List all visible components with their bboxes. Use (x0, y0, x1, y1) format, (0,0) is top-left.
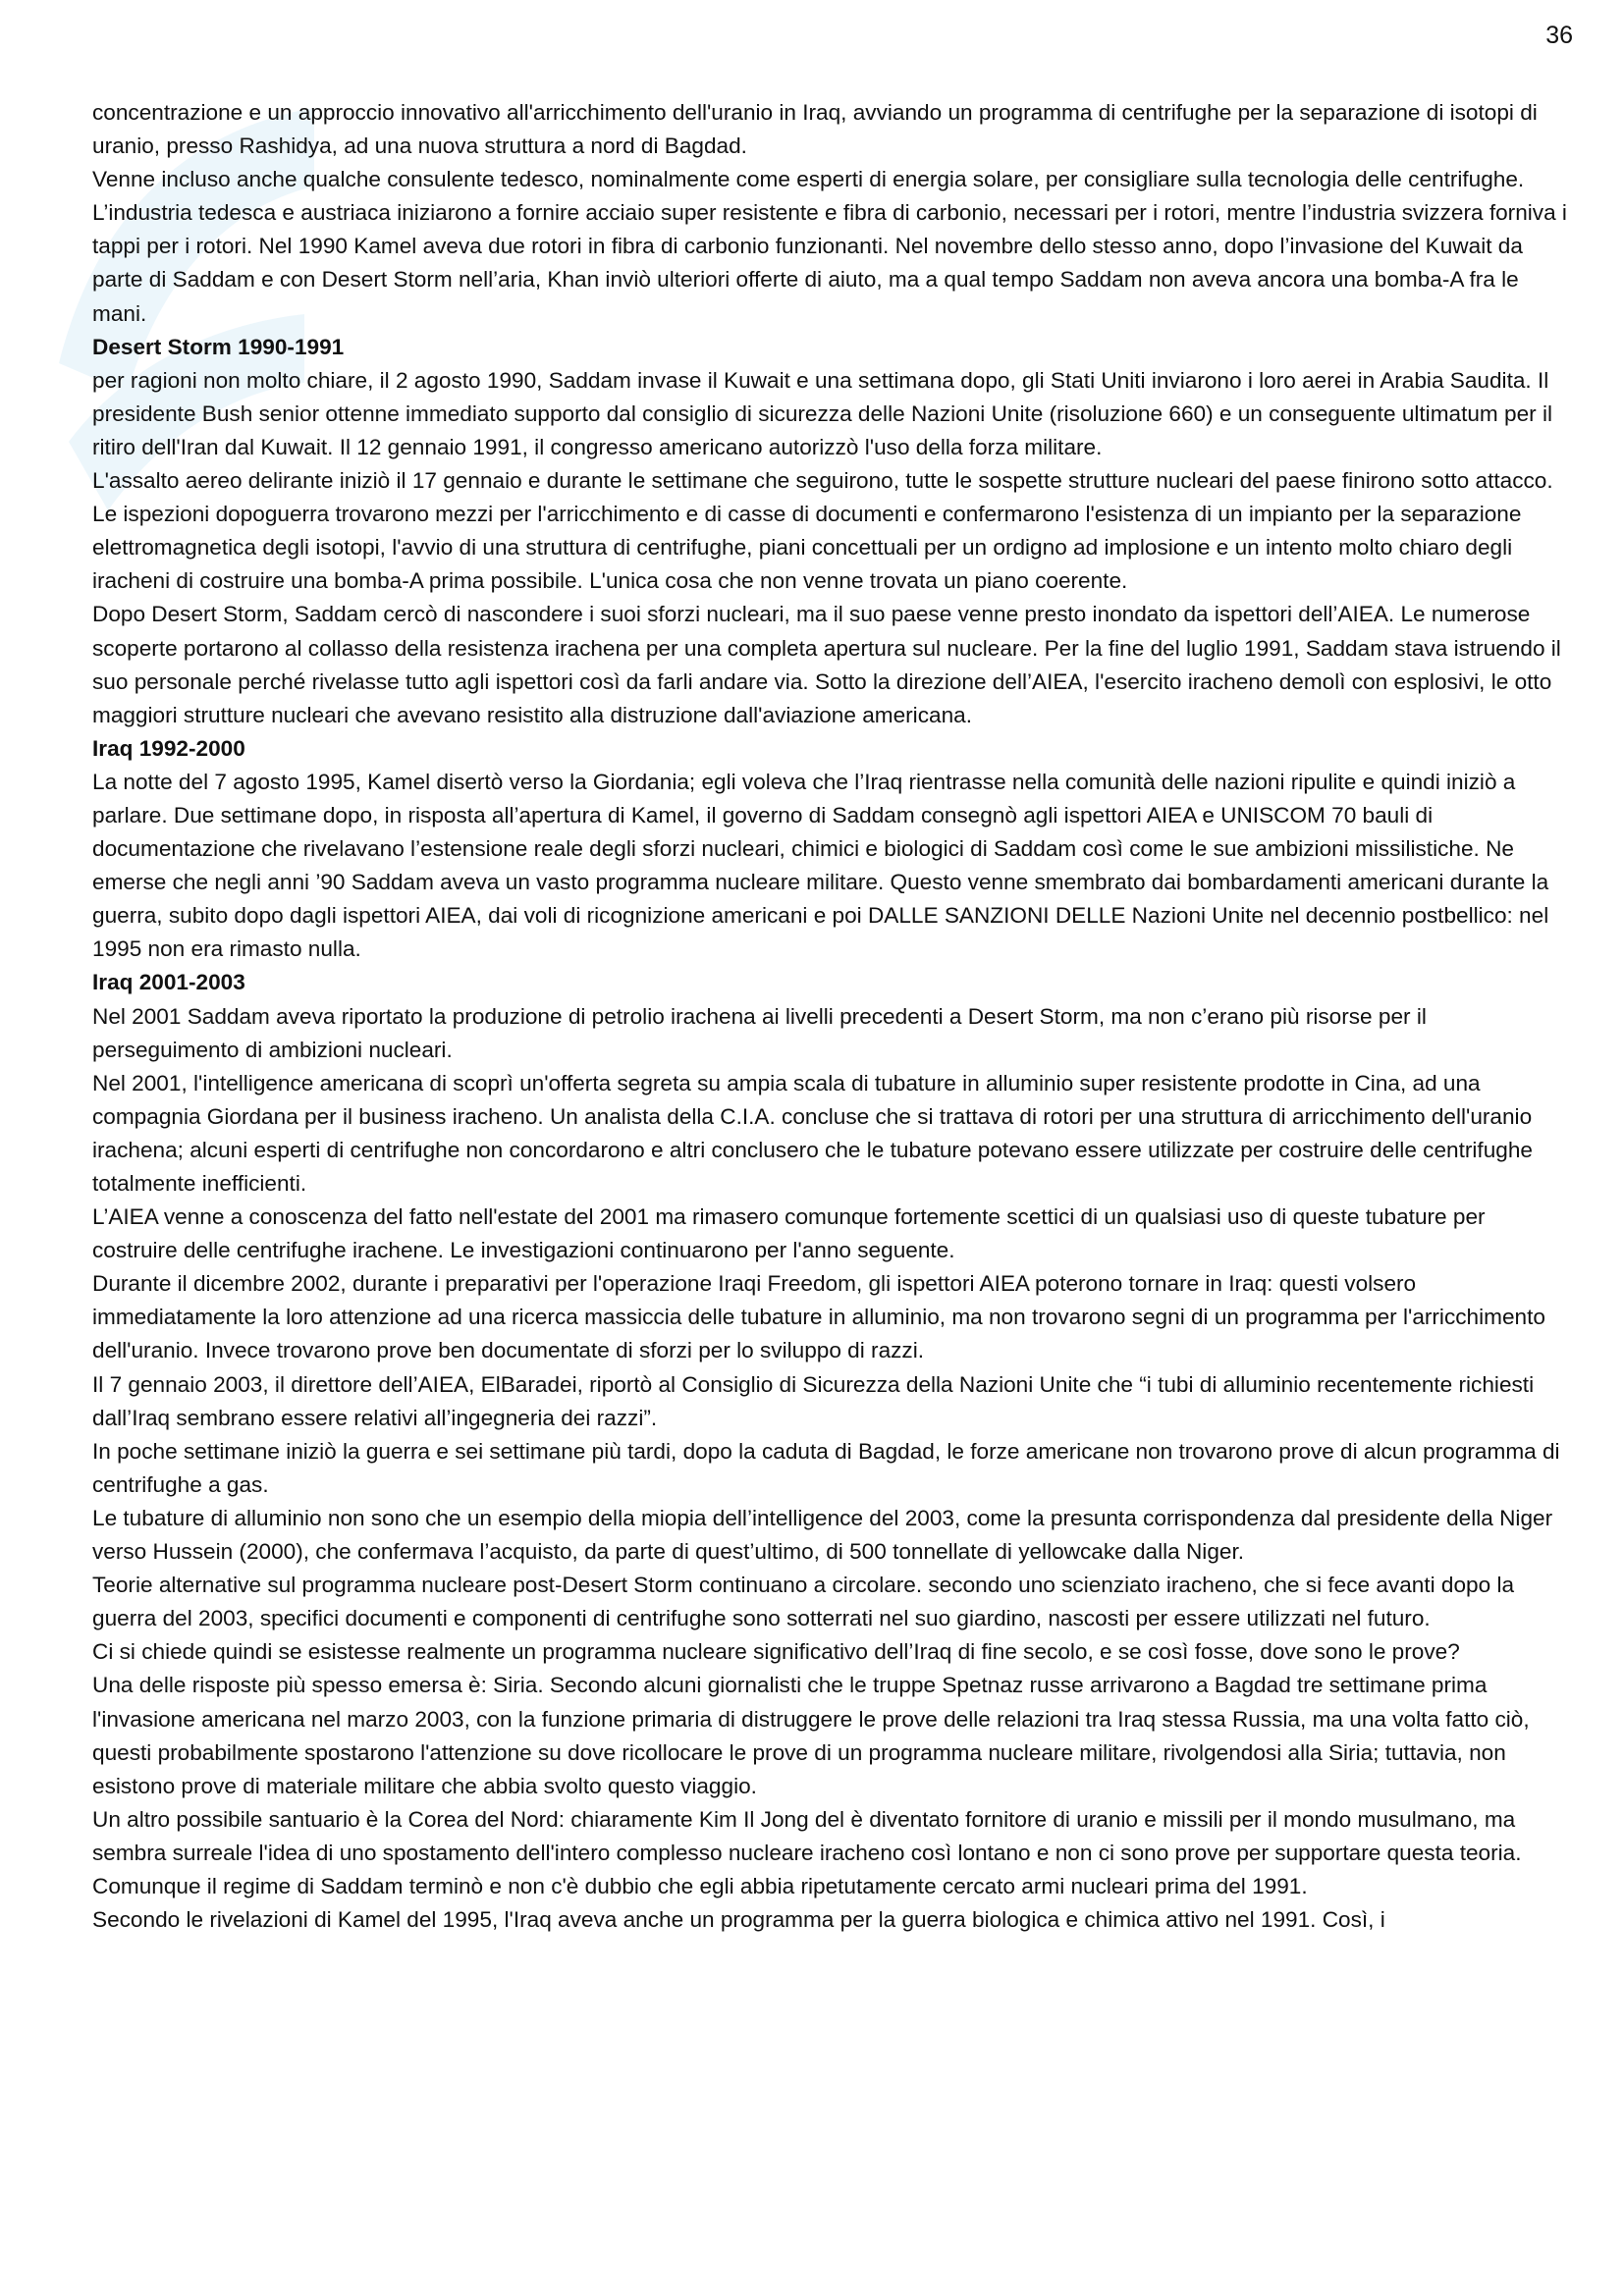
paragraph: Durante il dicembre 2002, durante i preparativi per l'operazione Iraqi Freedom, gli ispettori AIEA poterono tornare in Iraq: questi volsero immediatamente la loro attenzione ad una ricerca massiccia delle tubature in alluminio, ma non trovarono segni di un programma per l'arricchimento dell'uranio. Invece trovarono prove ben documentate di sforzi per lo sviluppo di razzi. (92, 1271, 1545, 1363)
paragraph: Dopo Desert Storm, Saddam cercò di nascondere i suoi sforzi nucleari, ma il suo paese venne presto inondato da ispettori dell’AIEA. Le numerose scoperte portarono al collasso della resistenza irachena per una completa apertura sul nucleare. Per la fine del luglio 1991, Saddam stava istruendo il suo personale perché rivelasse tutto agli ispettori così da farli andare via. Sotto la direzione dell’AIEA, l'esercito iracheno demolì con esplosivi, le otto maggiori strutture nucleari che avevano resistito alla distruzione dall'aviazione americana. (92, 602, 1561, 727)
paragraph: Il 7 gennaio 2003, il direttore dell’AIEA, ElBaradei, riportò al Consiglio di Sicurezza della Nazioni Unite che “i tubi di alluminio recentemente richiesti dall’Iraq sembrano essere relativi all’ingegneria dei razzi”. (92, 1371, 1535, 1430)
paragraph: Nel 2001, l'intelligence americana di scoprì un'offerta segreta su ampia scala di tubature in alluminio super resistente prodotte in Cina, ad una compagnia Giordana per il business iracheno. Un analista della C.I.A. concluse che si trattava di rotori per una struttura di arricchimento dell'uranio irachena; alcuni esperti di centrifughe non concordarono e altri conclusero che le tubature potevano essere utilizzate per costruire delle centrifughe totalmente inefficienti. (92, 1070, 1533, 1196)
paragraph: Una delle risposte più spesso emersa è: Siria. Secondo alcuni giornalisti che le truppe Spetnaz russe arrivarono a Bagdad tre settimane prima l'invasione americana nel marzo 2003, con la funzione primaria di distruggere le prove delle relazioni tra Iraq stessa Russia, ma una volta fatto ciò, questi probabilmente spostarono l'attenzione su dove ricollocare le prove di un programma nucleare militare, rivolgendosi alla Siria; tuttavia, non esistono prove di materiale militare che abbia svolto questo viaggio. (92, 1673, 1530, 1798)
paragraph: Venne incluso anche qualche consulente tedesco, nominalmente come esperti di energia solare, per consigliare sulla tecnologia delle centrifughe. L’industria tedesca e austriaca iniziarono a fornire acciaio super resistente e fibra di carbonio, necessari per i rotori, mentre l’industria svizzera forniva i tappi per i rotori. Nel 1990 Kamel aveva due rotori in fibra di carbonio funzionanti. Nel novembre dello stesso anno, dopo l’invasione del Kuwait da parte di Saddam e con Desert Storm nell’aria, Khan inviò ulteriori offerte di aiuto, ma a qual tempo Saddam non aveva ancora una bomba-A fra le mani. (92, 167, 1567, 326)
paragraph: Teorie alternative sul programma nucleare post-Desert Storm continuano a circolare. secondo uno scienziato iracheno, che si fece avanti dopo la guerra del 2003, specifici documenti e componenti di centrifughe sono sotterrati nel suo giardino, nascosti per essere utilizzati nel futuro. (92, 1573, 1515, 1631)
section-heading: Iraq 1992-2000 (92, 735, 245, 761)
paragraph: Un altro possibile santuario è la Corea del Nord: chiaramente Kim Il Jong del è diventato fornitore di uranio e missili per il mondo musulmano, ma sembra surreale l'idea di uno spostamento dell'intero complesso nucleare iracheno così lontano e non ci sono prove per supportare questa teoria. (92, 1806, 1522, 1865)
paragraph: concentrazione e un approccio innovativo all'arricchimento dell'uranio in Iraq, avviando un programma di centrifughe per la separazione di isotopi di uranio, presso Rashidya, ad una nuova struttura a nord di Bagdad. (92, 100, 1538, 159)
paragraph: Comunque il regime di Saddam terminò e non c'è dubbio che egli abbia ripetutamente cercato armi nucleari prima del 1991. (92, 1873, 1308, 1898)
paragraph: In poche settimane iniziò la guerra e sei settimane più tardi, dopo la caduta di Bagdad, le forze americane non trovarono prove di alcun programma di centrifughe a gas. (92, 1438, 1560, 1497)
paragraph: Le tubature di alluminio non sono che un esempio della miopia dell’intelligence del 2003, come la presunta corrispondenza dal presidente della Niger verso Hussein (2000), che confermava l’acquisto, da parte di quest’ultimo, di 500 tonnellate di yellowcake dalla Niger. (92, 1505, 1553, 1565)
paragraph: Le ispezioni dopoguerra trovarono mezzi per l'arricchimento e di casse di documenti e confermarono l'esistenza di un impianto per la separazione elettromagnetica degli isotopi, l'avvio di una struttura di centrifughe, piani concettuali per un ordigno ad implosione e un intento molto chiaro degli iracheni di costruire una bomba-A prima possibile. L'unica cosa che non venne trovata un piano coerente. (92, 502, 1522, 594)
paragraph: La notte del 7 agosto 1995, Kamel disertò verso la Giordania; egli voleva che l’Iraq rientrasse nella comunità delle nazioni ripulite e quindi iniziò a parlare. Due settimane dopo, in risposta all’apertura di Kamel, il governo di Saddam consegnò agli ispettori AIEA e UNISCOM 70 bauli di documentazione che rivelavano l’estensione reale degli sforzi nucleari, chimici e biologici di Saddam così come le sue ambizioni missilistiche. Ne emerse che negli anni ’90 Saddam aveva un vasto programma nucleare militare. Questo venne smembrato dai bombardamenti americani durante la guerra, subito dopo dagli ispettori AIEA, dai voli di ricognizione americani e poi DALLE SANZIONI DELLE Nazioni Unite nel decennio postbellico: nel 1995 non era rimasto nulla. (92, 769, 1549, 962)
paragraph: L’AIEA venne a conoscenza del fatto nell'estate del 2001 ma rimasero comunque fortemente scettici di un qualsiasi uso di queste tubature per costruire delle centrifughe irachene. Le investigazioni continuarono per l'anno seguente. (92, 1204, 1486, 1263)
section-heading: Desert Storm 1990-1991 (92, 334, 345, 359)
paragraph: Nel 2001 Saddam aveva riportato la produzione di petrolio irachena ai livelli precedenti a Desert Storm, ma non c’erano più risorse per il perseguimento di ambizioni nucleari. (92, 1003, 1427, 1062)
paragraph: Ci si chiede quindi se esistesse realmente un programma nucleare significativo dell’Iraq di fine secolo, e se così fosse, dove sono le prove? (92, 1639, 1460, 1665)
section-heading: Iraq 2001-2003 (92, 970, 245, 995)
paragraph: per ragioni non molto chiare, il 2 agosto 1990, Saddam invase il Kuwait e una settimana dopo, gli Stati Uniti inviarono i loro aerei in Arabia Saudita. Il presidente Bush senior ottenne immediato supporto dal consiglio di sicurezza delle Nazioni Unite (risoluzione 660) e un conseguente ultimatum per il ritiro dell'Iran dal Kuwait. Il 12 gennaio 1991, il congresso americano autorizzò l'uso della forza militare. (92, 367, 1552, 459)
paragraph: Secondo le rivelazioni di Kamel del 1995, l'Iraq aveva anche un programma per la guerra biologica e chimica attivo nel 1991. Così, i (92, 1907, 1385, 1933)
document-body (92, 96, 1573, 1937)
page-number: 36 (1545, 22, 1573, 49)
paragraph: L'assalto aereo delirante iniziò il 17 gennaio e durante le settimane che seguirono, tutte le sospette strutture nucleari del paese finirono sotto attacco. (92, 468, 1553, 494)
